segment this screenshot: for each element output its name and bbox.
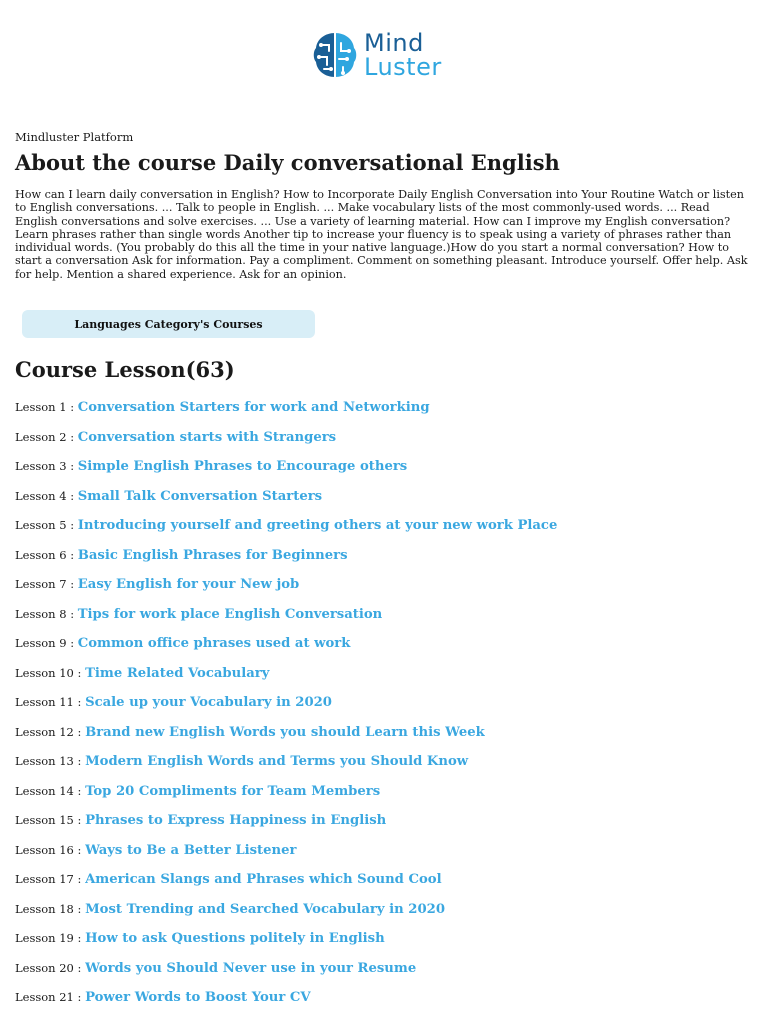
lesson-link[interactable]: Time Related Vocabulary xyxy=(85,665,270,681)
lesson-number: Lesson 3 : xyxy=(15,459,78,473)
lesson-number: Lesson 9 : xyxy=(15,636,78,650)
lesson-item xyxy=(15,987,557,1017)
lesson-item xyxy=(15,722,557,752)
lesson-number: Lesson 20 : xyxy=(15,960,86,975)
lesson-link[interactable]: Basic English Phrases for Beginners xyxy=(77,547,348,563)
lesson-item xyxy=(15,958,557,988)
lesson-link[interactable]: Ways to Be a Better Listener xyxy=(85,842,297,858)
lesson-number: Lesson 18 : xyxy=(15,901,86,916)
lesson-item xyxy=(15,781,557,811)
lesson-link[interactable]: Common office phrases used at work xyxy=(77,636,351,651)
lesson-item xyxy=(15,810,557,840)
lesson-number: Lesson 4 : xyxy=(15,488,78,503)
lesson-link[interactable]: Power Words to Boost Your CV xyxy=(85,990,311,1005)
lesson-number: Lesson 19 : xyxy=(15,931,86,945)
mindluster-logo[interactable] xyxy=(311,26,461,84)
lesson-item xyxy=(15,397,557,427)
lesson-item xyxy=(15,633,557,663)
lesson-link[interactable]: Simple English Phrases to Encourage others xyxy=(77,459,408,474)
lesson-number: Lesson 6 : xyxy=(15,547,78,562)
lesson-item xyxy=(15,545,557,575)
lesson-number: Lesson 10 : xyxy=(15,665,86,680)
lesson-item xyxy=(15,840,557,870)
lesson-item xyxy=(15,515,557,545)
course-title: About the course Daily conversational English xyxy=(15,150,560,175)
category-courses-button-label: Languages Category's Courses xyxy=(74,317,263,331)
lesson-number: Lesson 15 : xyxy=(15,813,86,827)
lesson-link[interactable]: American Slangs and Phrases which Sound Cool xyxy=(85,872,442,887)
course-description: How can I learn daily conversation in English? How to Incorporate Daily English Conversation into Your Routine Watch or listen to English conversations. ... Talk to people in English. ... Make vocabulary lists of the most commonly-used words. ... Read English conversations and solve exercises. ... Use a variety of learning material. How can I improve my English conversation? Learn phrases rather than single words Another tip to increase your fluency is to speak using a variety of phrases rather than individual words. (You probably do this all the time in your native language.)How do you start a normal conversation? How to start a conversation Ask for information. Pay a compliment. Comment on something pleasant. Introduce yourself. Offer help. Ask for help. Mention a shared experience. Ask for an opinion. xyxy=(15,188,748,281)
lesson-link[interactable]: Tips for work place English Conversation xyxy=(77,606,383,622)
lesson-link[interactable]: Easy English for your New job xyxy=(77,577,300,592)
lesson-number: Lesson 11 : xyxy=(15,695,86,709)
lesson-number: Lesson 21 : xyxy=(15,990,86,1004)
lesson-link[interactable]: Top 20 Compliments for Team Members xyxy=(85,783,381,799)
lesson-link[interactable]: Brand new English Words you should Learn this Week xyxy=(85,724,485,740)
logo-word-mind: Mind xyxy=(364,29,424,57)
lesson-number: Lesson 7 : xyxy=(15,577,78,591)
category-courses-button[interactable] xyxy=(22,310,315,338)
lesson-link[interactable]: Conversation Starters for work and Networking xyxy=(77,400,430,415)
lesson-item xyxy=(15,869,557,899)
lesson-link[interactable]: Introducing yourself and greeting others at your new work Place xyxy=(77,518,558,533)
logo-wordmark xyxy=(364,31,442,79)
lesson-number: Lesson 14 : xyxy=(15,783,86,798)
lesson-number: Lesson 13 : xyxy=(15,754,86,768)
lesson-link[interactable]: Small Talk Conversation Starters xyxy=(77,488,323,504)
lesson-number: Lesson 1 : xyxy=(15,400,78,414)
lesson-item xyxy=(15,427,557,457)
lesson-item xyxy=(15,604,557,634)
lesson-link[interactable]: Scale up your Vocabulary in 2020 xyxy=(85,695,332,710)
lessons-heading: Course Lesson(63) xyxy=(15,357,235,382)
lesson-item xyxy=(15,663,557,693)
platform-label: Mindluster Platform xyxy=(15,130,134,144)
lesson-item xyxy=(15,486,557,516)
lesson-list xyxy=(15,397,557,1017)
lesson-number: Lesson 17 : xyxy=(15,872,86,886)
lesson-number: Lesson 16 : xyxy=(15,842,86,857)
lesson-link[interactable]: Most Trending and Searched Vocabulary in 2020 xyxy=(85,901,445,917)
lesson-item xyxy=(15,692,557,722)
lesson-item xyxy=(15,751,557,781)
lesson-number: Lesson 5 : xyxy=(15,518,78,532)
lesson-link[interactable]: Conversation starts with Strangers xyxy=(77,429,337,445)
lesson-item xyxy=(15,899,557,929)
lesson-number: Lesson 8 : xyxy=(15,606,78,621)
logo-word-luster: Luster xyxy=(364,53,442,81)
lesson-link[interactable]: Phrases to Express Happiness in English xyxy=(85,813,387,828)
lesson-link[interactable]: Words you Should Never use in your Resume xyxy=(85,960,417,976)
lesson-item xyxy=(15,456,557,486)
lesson-item xyxy=(15,574,557,604)
lesson-number: Lesson 12 : xyxy=(15,724,86,739)
lesson-number: Lesson 2 : xyxy=(15,429,78,444)
brain-circuit-icon xyxy=(311,29,359,81)
lesson-item xyxy=(15,928,557,958)
lesson-link[interactable]: How to ask Questions politely in English xyxy=(85,931,385,946)
lesson-link[interactable]: Modern English Words and Terms you Should Know xyxy=(85,754,469,769)
